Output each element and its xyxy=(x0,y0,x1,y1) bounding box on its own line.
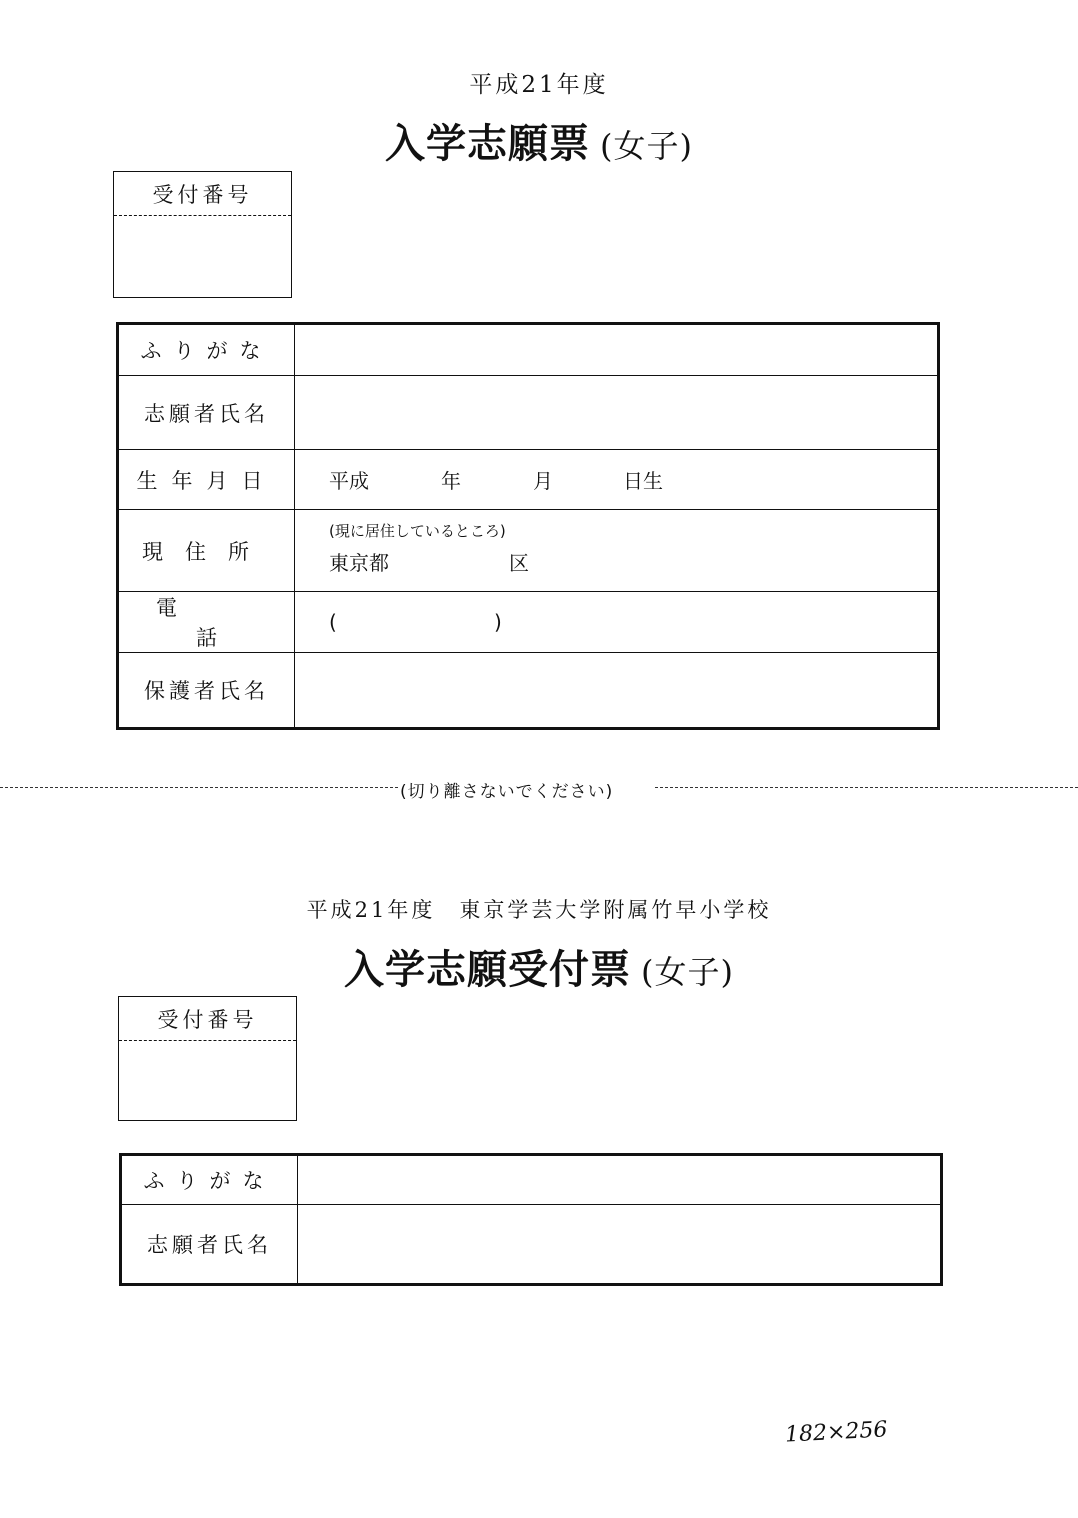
dob-month: 月 xyxy=(533,469,553,493)
upper-guardian-label: 保護者氏名 xyxy=(118,653,295,729)
upper-reception-label: 受付番号 xyxy=(114,172,291,216)
lower-year-line: 平成21年度 東京学芸大学附属竹早小学校 xyxy=(306,898,772,922)
lower-name-label: 志願者氏名 xyxy=(121,1205,298,1285)
upper-name-field[interactable] xyxy=(295,376,939,450)
upper-guardian-row xyxy=(118,653,939,729)
lower-title-text: 入学志願受付票 xyxy=(344,946,631,993)
upper-phone-label: 電話 xyxy=(118,592,295,653)
upper-guardian-field[interactable] xyxy=(295,653,939,729)
upper-dob-label: 生年月日 xyxy=(118,450,295,510)
upper-name-row xyxy=(118,376,939,450)
dob-year: 年 xyxy=(441,469,461,493)
address-pref: 東京都 xyxy=(329,550,389,575)
upper-year-line: 平成21年度 xyxy=(469,72,609,98)
phone-close: ) xyxy=(494,610,502,634)
lower-furigana-label: ふりがな xyxy=(121,1155,298,1205)
upper-title-suffix: (女子) xyxy=(600,127,693,165)
phone-open: ( xyxy=(329,610,337,634)
cut-line-right xyxy=(655,787,1078,788)
upper-reception-number-box xyxy=(113,171,292,298)
upper-name-label: 志願者氏名 xyxy=(118,376,295,450)
lower-applicant-table xyxy=(119,1153,943,1286)
upper-furigana-row xyxy=(118,324,939,376)
dob-era: 平成 xyxy=(329,469,369,493)
upper-dob-row xyxy=(118,450,939,510)
lower-title-suffix: (女子) xyxy=(641,953,734,991)
dob-day: 日生 xyxy=(623,469,663,493)
upper-address-field[interactable] xyxy=(295,510,939,592)
upper-furigana-field[interactable] xyxy=(295,324,939,376)
lower-furigana-row xyxy=(121,1155,942,1205)
cut-line-left xyxy=(0,787,398,788)
upper-phone-row xyxy=(118,592,939,653)
handwritten-size-note: 182×256 xyxy=(784,1417,889,1448)
address-note: (現に居住しているところ) xyxy=(329,521,506,540)
lower-furigana-field[interactable] xyxy=(298,1155,942,1205)
upper-dob-field[interactable] xyxy=(295,450,939,510)
address-ward: 区 xyxy=(509,550,529,575)
upper-applicant-table xyxy=(116,322,940,730)
upper-address-row xyxy=(118,510,939,592)
upper-phone-field[interactable] xyxy=(295,592,939,653)
cut-line xyxy=(0,777,1078,802)
cut-line-text: (切り離さないでください) xyxy=(400,782,614,802)
lower-reception-label: 受付番号 xyxy=(119,997,296,1041)
upper-address-label: 現住所 xyxy=(118,510,295,592)
upper-title xyxy=(0,112,1078,169)
upper-title-text: 入学志願票 xyxy=(385,120,590,167)
lower-reception-number-box xyxy=(118,996,297,1121)
lower-name-row xyxy=(121,1205,942,1285)
upper-furigana-label: ふりがな xyxy=(118,324,295,376)
lower-name-field[interactable] xyxy=(298,1205,942,1285)
lower-title xyxy=(0,938,1078,995)
